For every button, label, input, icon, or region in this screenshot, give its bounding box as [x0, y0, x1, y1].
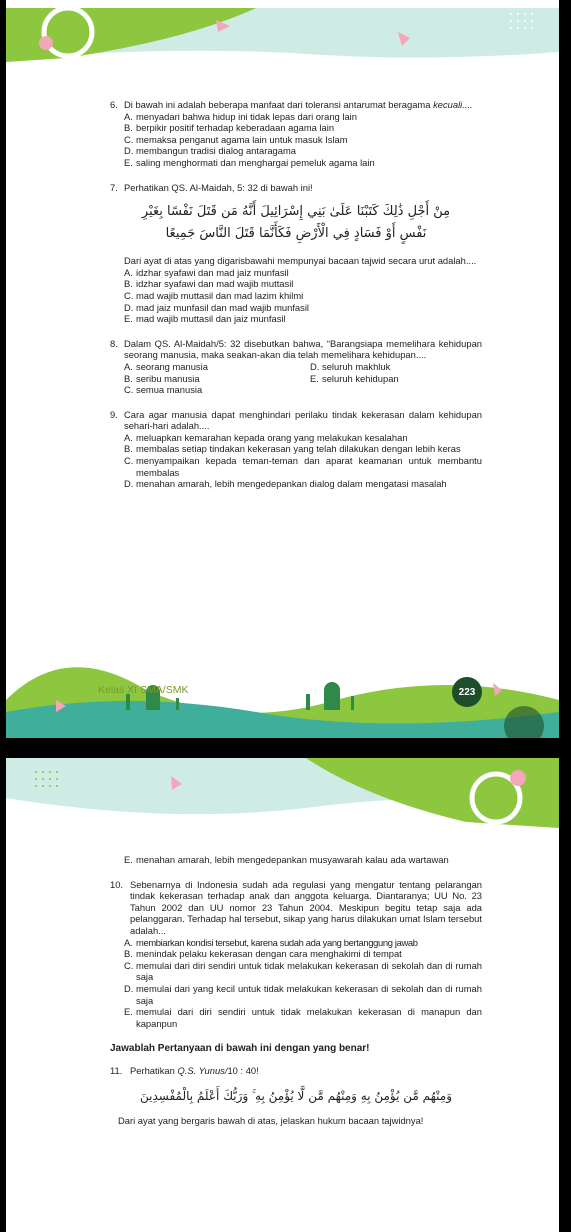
- question-list-p1: [110, 99, 482, 503]
- option-d[interactable]: D. menahan amarah, lebih mengedepankan dialog dalam mengatasi masalah: [124, 478, 447, 490]
- option-b[interactable]: B. idzhar syafawi dan mad wajib muttasil: [124, 278, 294, 290]
- question-8-stem: [110, 338, 482, 361]
- question-text-italic: kecuali....: [433, 99, 473, 110]
- option-c[interactable]: C. mad wajib muttasil dan mad lazim khilmi: [124, 289, 304, 301]
- pink-dot: [510, 770, 526, 786]
- question-text: Perhatikan QS. Al-Maidah, 5: 32 di bawah ini!: [124, 181, 313, 193]
- page-number-badge: 223: [452, 677, 482, 707]
- option-e[interactable]: E. seluruh kehidupan: [310, 372, 399, 384]
- option-c[interactable]: C. memulai dari diri sendiri untuk tidak melakukan kekerasan di sekolah dan di rumah saja: [124, 959, 482, 983]
- answer-options: [110, 267, 482, 325]
- question-text: Di bawah ini adalah beberapa manfaat dari toleransi antarumat beragama: [124, 99, 431, 110]
- option-b[interactable]: B. berpikir positif terhadap keberadaan agama lain: [124, 122, 335, 134]
- option-a[interactable]: A. idzhar syafawi dan mad jaiz munfasil: [124, 266, 289, 278]
- question-text: Cara agar manusia dapat menghindari perilaku tindak kekerasan dalam kehidupan sehari-hari adalah....: [124, 408, 482, 432]
- question-text: Dalam QS. Al-Maidah/5: 32 disebutkan bahwa, “Barangsiapa memelihara kehidupan seorang manusia, maka seakan-akan dia telah memelihara kehidupan....: [124, 337, 482, 361]
- question-7-stem: [110, 182, 482, 194]
- option-b[interactable]: B. membalas setiap tindakan kekerasan yang telah dilakukan dengan lebih keras: [124, 443, 461, 455]
- option-e[interactable]: E. mad wajib muttasil dan jaiz munfasil: [124, 313, 286, 325]
- question-10-stem: [110, 879, 482, 937]
- option-d[interactable]: D. mad jaiz munfasil dan mad wajib munfasil: [124, 301, 309, 313]
- verse-line-1: مِنْ أَجْلِ ذَٰلِكَ كَتَبْنَا عَلَىٰ بَنِي إِسْرَائِيلَ أَنَّهُ مَن قَتَلَ نَفْسًا بِغَيْرِ: [141, 204, 451, 220]
- answer-options: [110, 361, 482, 396]
- quran-verse: [110, 201, 482, 245]
- option-e[interactable]: E. memulai dari diri sendiri untuk tidak melakukan kekerasan di manapun dan kapanpun: [124, 1006, 482, 1029]
- option-c[interactable]: C. semua manusia: [124, 384, 203, 396]
- option-c[interactable]: C. memaksa penganut agama lain untuk masuk Islam: [124, 133, 348, 145]
- pink-dot: [39, 36, 53, 50]
- question-text: Perhatikan: [130, 1064, 175, 1076]
- question-number: 7.: [110, 181, 118, 193]
- answer-options: [110, 111, 482, 169]
- question-text: Dari ayat di atas yang digarisbawahi mempunyai bacaan tajwid secara urut adalah....: [124, 255, 477, 267]
- option-e[interactable]: E. menahan amarah, lebih mengedepankan musyawarah kalau ada wartawan: [124, 854, 449, 865]
- question-text: Dari ayat yang bergaris bawah di atas, jelaskan hukum bacaan tajwidnya!: [118, 1114, 424, 1126]
- answer-options: [110, 937, 482, 1030]
- question-11-stem: [110, 1065, 482, 1077]
- question-7-prompt: [110, 255, 482, 267]
- verse-line-2: نَفْسٍ أَوْ فَسَادٍ فِي الْأَرْضِ فَكَأَنَّمَا قَتَلَ النَّاسَ جَمِيعًا: [165, 226, 427, 242]
- question-7: [110, 182, 482, 325]
- question-number: 10.: [110, 878, 124, 890]
- question-number: 9.: [110, 408, 118, 420]
- book-page-223: [6, 0, 559, 738]
- book-page-224: [6, 758, 559, 1232]
- question-11: [110, 1065, 482, 1126]
- option-a[interactable]: A. membiarkan kondisi tersebut, karena sudah ada yang bertanggung jawab: [124, 936, 418, 948]
- option-a[interactable]: A. meluapkan kemarahan kepada orang yang melakukan kesalahan: [124, 431, 408, 443]
- option-d[interactable]: D. seluruh makhluk: [310, 360, 391, 372]
- question-6-stem: [110, 99, 482, 111]
- question-10: [110, 879, 482, 1030]
- option-a[interactable]: A. seorang manusia: [124, 360, 208, 372]
- question-11-prompt: [110, 1115, 482, 1127]
- option-c[interactable]: C. menyampaikan kepada teman-teman dan aparat keamanan untuk membantu membalas: [124, 455, 482, 478]
- question-text-italic: Q.S. Yunus/: [177, 1064, 228, 1076]
- question-number: 6.: [110, 99, 118, 110]
- question-number: 11.: [110, 1064, 123, 1076]
- quran-verse: وَمِنْهُم مَّن يُؤْمِنُ بِهِ وَمِنْهُم مَّن لَّا يُؤْمِنُ بِهِ ۚ وَرَبُّكَ أَعْلَمُ بِالْمُفْسِدِينَ: [139, 1088, 453, 1103]
- question-text-suffix: 10 : 40!: [227, 1064, 259, 1076]
- section-heading: Jawablah Pertanyaan di bawah ini dengan yang benar!: [110, 1043, 370, 1055]
- option-d[interactable]: D. memulai dari yang kecil untuk tidak melakukan kekerasan di sekolah dan di rumah saja: [124, 982, 482, 1006]
- question-number: 8.: [110, 337, 118, 349]
- option-b[interactable]: B. seribu manusia: [124, 372, 200, 384]
- question-text: Sebenarnya di Indonesia sudah ada regulasi yang mengatur tentang pelarangan tindak kekerasan terhadap anak dan anggota keluarga. Diantaranya; UU No. 23 Tahun 2002 dan UU nomor 23 Tahun 2004. Meskipun begitu tetap saja ada pelanggaran. Terhadap hal tersebut, sikap yang harus dilakukan umat Islam tersebut adalah...: [130, 878, 482, 936]
- option-e[interactable]: E. saling menghormati dan menghargai pemeluk agama lain: [124, 156, 375, 168]
- question-6: [110, 99, 482, 169]
- footer-class-label: Kelas XI SMA/SMK: [98, 684, 189, 696]
- question-9-continued: [110, 854, 482, 866]
- option-a[interactable]: A. menyadari bahwa hidup ini tidak lepas dari orang lain: [124, 110, 357, 122]
- option-d[interactable]: D. membangun tradisi dialog antaragama: [124, 145, 296, 157]
- question-9: [110, 409, 482, 490]
- question-9-stem: [110, 409, 482, 432]
- question-8: [110, 338, 482, 396]
- question-list-p2: [110, 854, 482, 1139]
- option-b[interactable]: B. menindak pelaku kekerasan dengan cara menghakimi di tempat: [124, 948, 402, 960]
- answer-options: [110, 432, 482, 490]
